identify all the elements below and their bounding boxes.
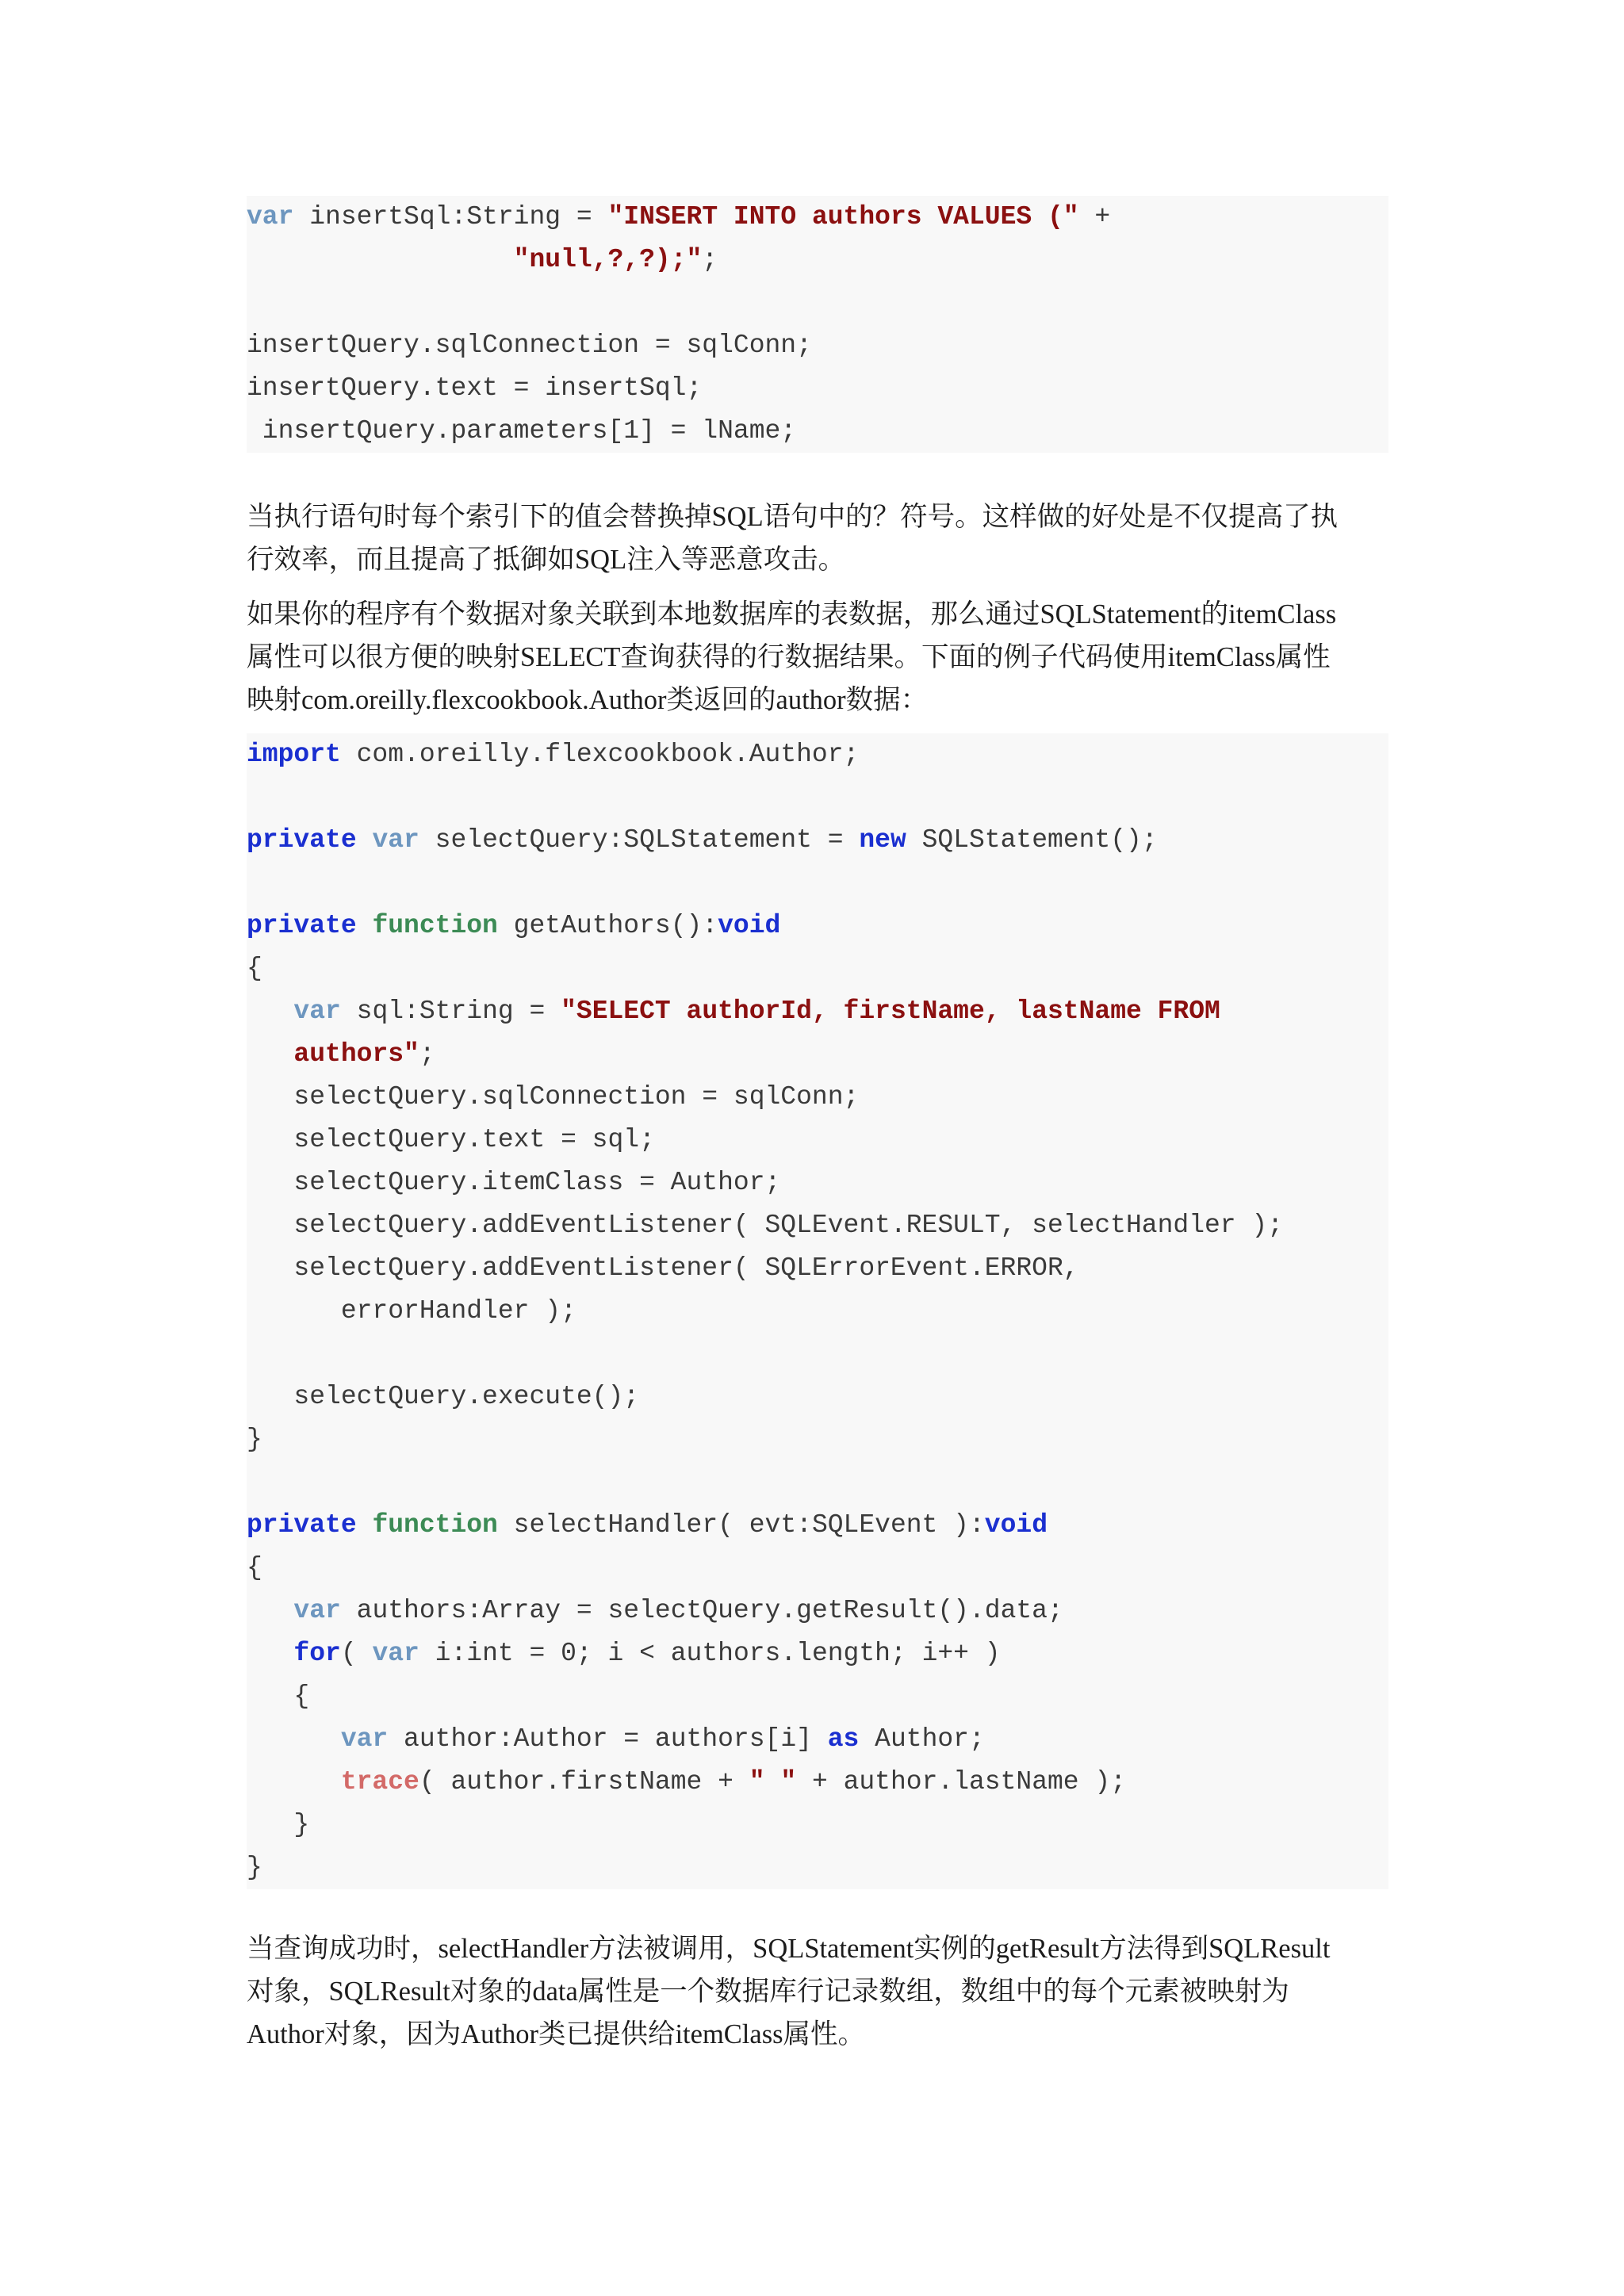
code-token	[357, 1510, 373, 1540]
code-token	[247, 245, 514, 274]
paragraph-itemclass	[247, 593, 1381, 721]
code-line	[247, 1376, 1388, 1418]
code-token-highlighted: trace	[340, 1767, 419, 1797]
code-token	[247, 1596, 293, 1625]
code-token: {	[247, 954, 262, 983]
code-token: selectQuery.sqlConnection = sqlConn;	[247, 1082, 860, 1112]
code-line	[247, 819, 1388, 862]
code-line	[247, 1718, 1388, 1761]
code-line	[247, 1119, 1388, 1161]
code-token: errorHandler );	[247, 1296, 576, 1326]
code-line	[247, 990, 1388, 1033]
code-token-highlighted: void	[984, 1510, 1048, 1540]
code-token-highlighted: "SELECT authorId, firstName, lastName FROM	[561, 997, 1220, 1026]
code-line	[247, 281, 1388, 324]
code-token	[357, 825, 373, 855]
code-token	[357, 911, 373, 940]
code-line	[247, 1761, 1388, 1804]
code-token	[247, 997, 293, 1026]
code-token: insertSql:String =	[293, 202, 608, 232]
paragraph-line: 映射com.oreilly.flexcookbook.Author类返回的author数据：	[247, 685, 929, 715]
code-block-insert	[247, 196, 1388, 453]
paragraph-line: 属性可以很方便的映射SELECT查询获得的行数据结果。下面的例子代码使用itemClass属性	[247, 642, 1331, 672]
code-token-highlighted: var	[293, 1596, 341, 1625]
code-token: selectQuery.addEventListener( SQLErrorEvent.ERROR,	[247, 1253, 1079, 1283]
code-token-highlighted: private	[247, 1510, 357, 1540]
code-line	[247, 410, 1388, 453]
paragraph-line: 对象，SQLResult对象的data属性是一个数据库行记录数组，数组中的每个元素被映射为	[247, 1976, 1289, 2007]
code-token-highlighted: new	[859, 825, 906, 855]
code-token-highlighted: var	[372, 1639, 419, 1668]
paragraph-parameters	[247, 496, 1381, 581]
code-token: selectQuery.execute();	[247, 1382, 640, 1411]
code-token: }	[247, 1425, 262, 1454]
code-token: selectHandler( evt:SQLEvent ):	[497, 1510, 985, 1540]
code-line	[247, 905, 1388, 947]
code-token: selectQuery.text = sql;	[247, 1125, 655, 1154]
code-token: + author.lastName );	[796, 1767, 1127, 1797]
code-token-highlighted: " "	[749, 1767, 797, 1797]
paragraph-line: 当执行语句时每个索引下的值会替换掉SQL语句中的？符号。这样做的好处是不仅提高了执	[247, 502, 1339, 532]
code-line	[247, 1033, 1388, 1076]
code-token-highlighted: private	[247, 911, 357, 940]
code-token: selectQuery:SQLStatement =	[419, 825, 860, 855]
code-token: getAuthors():	[497, 911, 718, 940]
code-token: {	[247, 1553, 262, 1582]
code-token-highlighted: private	[247, 825, 357, 855]
code-token-highlighted: void	[718, 911, 781, 940]
code-line	[247, 947, 1388, 990]
code-token: authors:Array = selectQuery.getResult().data;	[340, 1596, 1063, 1625]
code-line	[247, 1161, 1388, 1204]
code-line	[247, 1461, 1388, 1504]
code-token-highlighted: var	[372, 825, 419, 855]
code-token: ( author.firstName +	[419, 1767, 749, 1797]
code-line	[247, 1290, 1388, 1333]
code-token: +	[1078, 202, 1111, 232]
code-token-highlighted: var	[340, 1724, 389, 1754]
code-line	[247, 1804, 1388, 1846]
code-token: ;	[419, 1039, 435, 1069]
code-token: {	[247, 1682, 310, 1711]
code-token	[247, 1039, 293, 1069]
code-line	[247, 1632, 1388, 1675]
code-token: insertQuery.text = insertSql;	[247, 373, 703, 403]
code-token-highlighted: "INSERT INTO authors VALUES ("	[607, 202, 1079, 232]
paragraph-line: 如果你的程序有个数据对象关联到本地数据库的表数据，那么通过SQLStatement的itemClass	[247, 599, 1337, 629]
code-line	[247, 1547, 1388, 1590]
code-line	[247, 1590, 1388, 1632]
code-token: com.oreilly.flexcookbook.Author;	[340, 740, 860, 769]
code-token	[247, 1724, 341, 1754]
code-line	[247, 324, 1388, 367]
code-line	[247, 1418, 1388, 1461]
code-line	[247, 1846, 1388, 1889]
code-line	[247, 1333, 1388, 1376]
code-token-highlighted: function	[372, 1510, 498, 1540]
code-token: author:Author = authors[i]	[388, 1724, 828, 1754]
code-line	[247, 1675, 1388, 1718]
code-token: selectQuery.itemClass = Author;	[247, 1168, 781, 1197]
code-token: insertQuery.parameters[1] = lName;	[247, 416, 797, 446]
code-token: }	[247, 1853, 262, 1882]
paragraph-line: Author对象，因为Author类已提供给itemClass属性。	[247, 2019, 866, 2049]
paragraph-line: 当查询成功时，selectHandler方法被调用，SQLStatement实例的getResult方法得到SQLResult	[247, 1934, 1331, 1964]
code-line	[247, 862, 1388, 905]
code-token: i:int = 0; i < authors.length; i++ )	[419, 1639, 1001, 1668]
code-line	[247, 196, 1388, 239]
paragraph-result	[247, 1927, 1381, 2056]
code-token-highlighted: var	[247, 202, 294, 232]
code-line	[247, 1204, 1388, 1247]
code-line	[247, 1247, 1388, 1290]
code-token-highlighted: import	[247, 740, 341, 769]
code-token: SQLStatement();	[906, 825, 1158, 855]
code-token	[247, 1639, 293, 1668]
code-block-select	[247, 733, 1388, 1889]
code-token	[247, 1767, 341, 1797]
code-line	[247, 1076, 1388, 1119]
code-line	[247, 776, 1388, 819]
code-token-highlighted: var	[293, 997, 341, 1026]
code-token: sql:String =	[340, 997, 561, 1026]
code-token: insertQuery.sqlConnection = sqlConn;	[247, 331, 812, 360]
code-line	[247, 367, 1388, 410]
code-line	[247, 239, 1388, 281]
code-token-highlighted: for	[293, 1639, 341, 1668]
code-token: selectQuery.addEventListener( SQLEvent.RESULT, selectHandler );	[247, 1211, 1284, 1240]
code-token: ;	[702, 245, 718, 274]
code-line	[247, 1504, 1388, 1547]
code-token: }	[247, 1810, 310, 1839]
code-token-highlighted: "null,?,?);"	[513, 245, 703, 274]
code-line	[247, 733, 1388, 776]
code-token: Author;	[859, 1724, 985, 1754]
code-token-highlighted: authors"	[293, 1039, 419, 1069]
paragraph-line: 行效率，而且提高了抵御如SQL注入等恶意攻击。	[247, 545, 846, 575]
code-token: (	[340, 1639, 373, 1668]
code-token-highlighted: as	[827, 1724, 860, 1754]
code-token-highlighted: function	[372, 911, 498, 940]
